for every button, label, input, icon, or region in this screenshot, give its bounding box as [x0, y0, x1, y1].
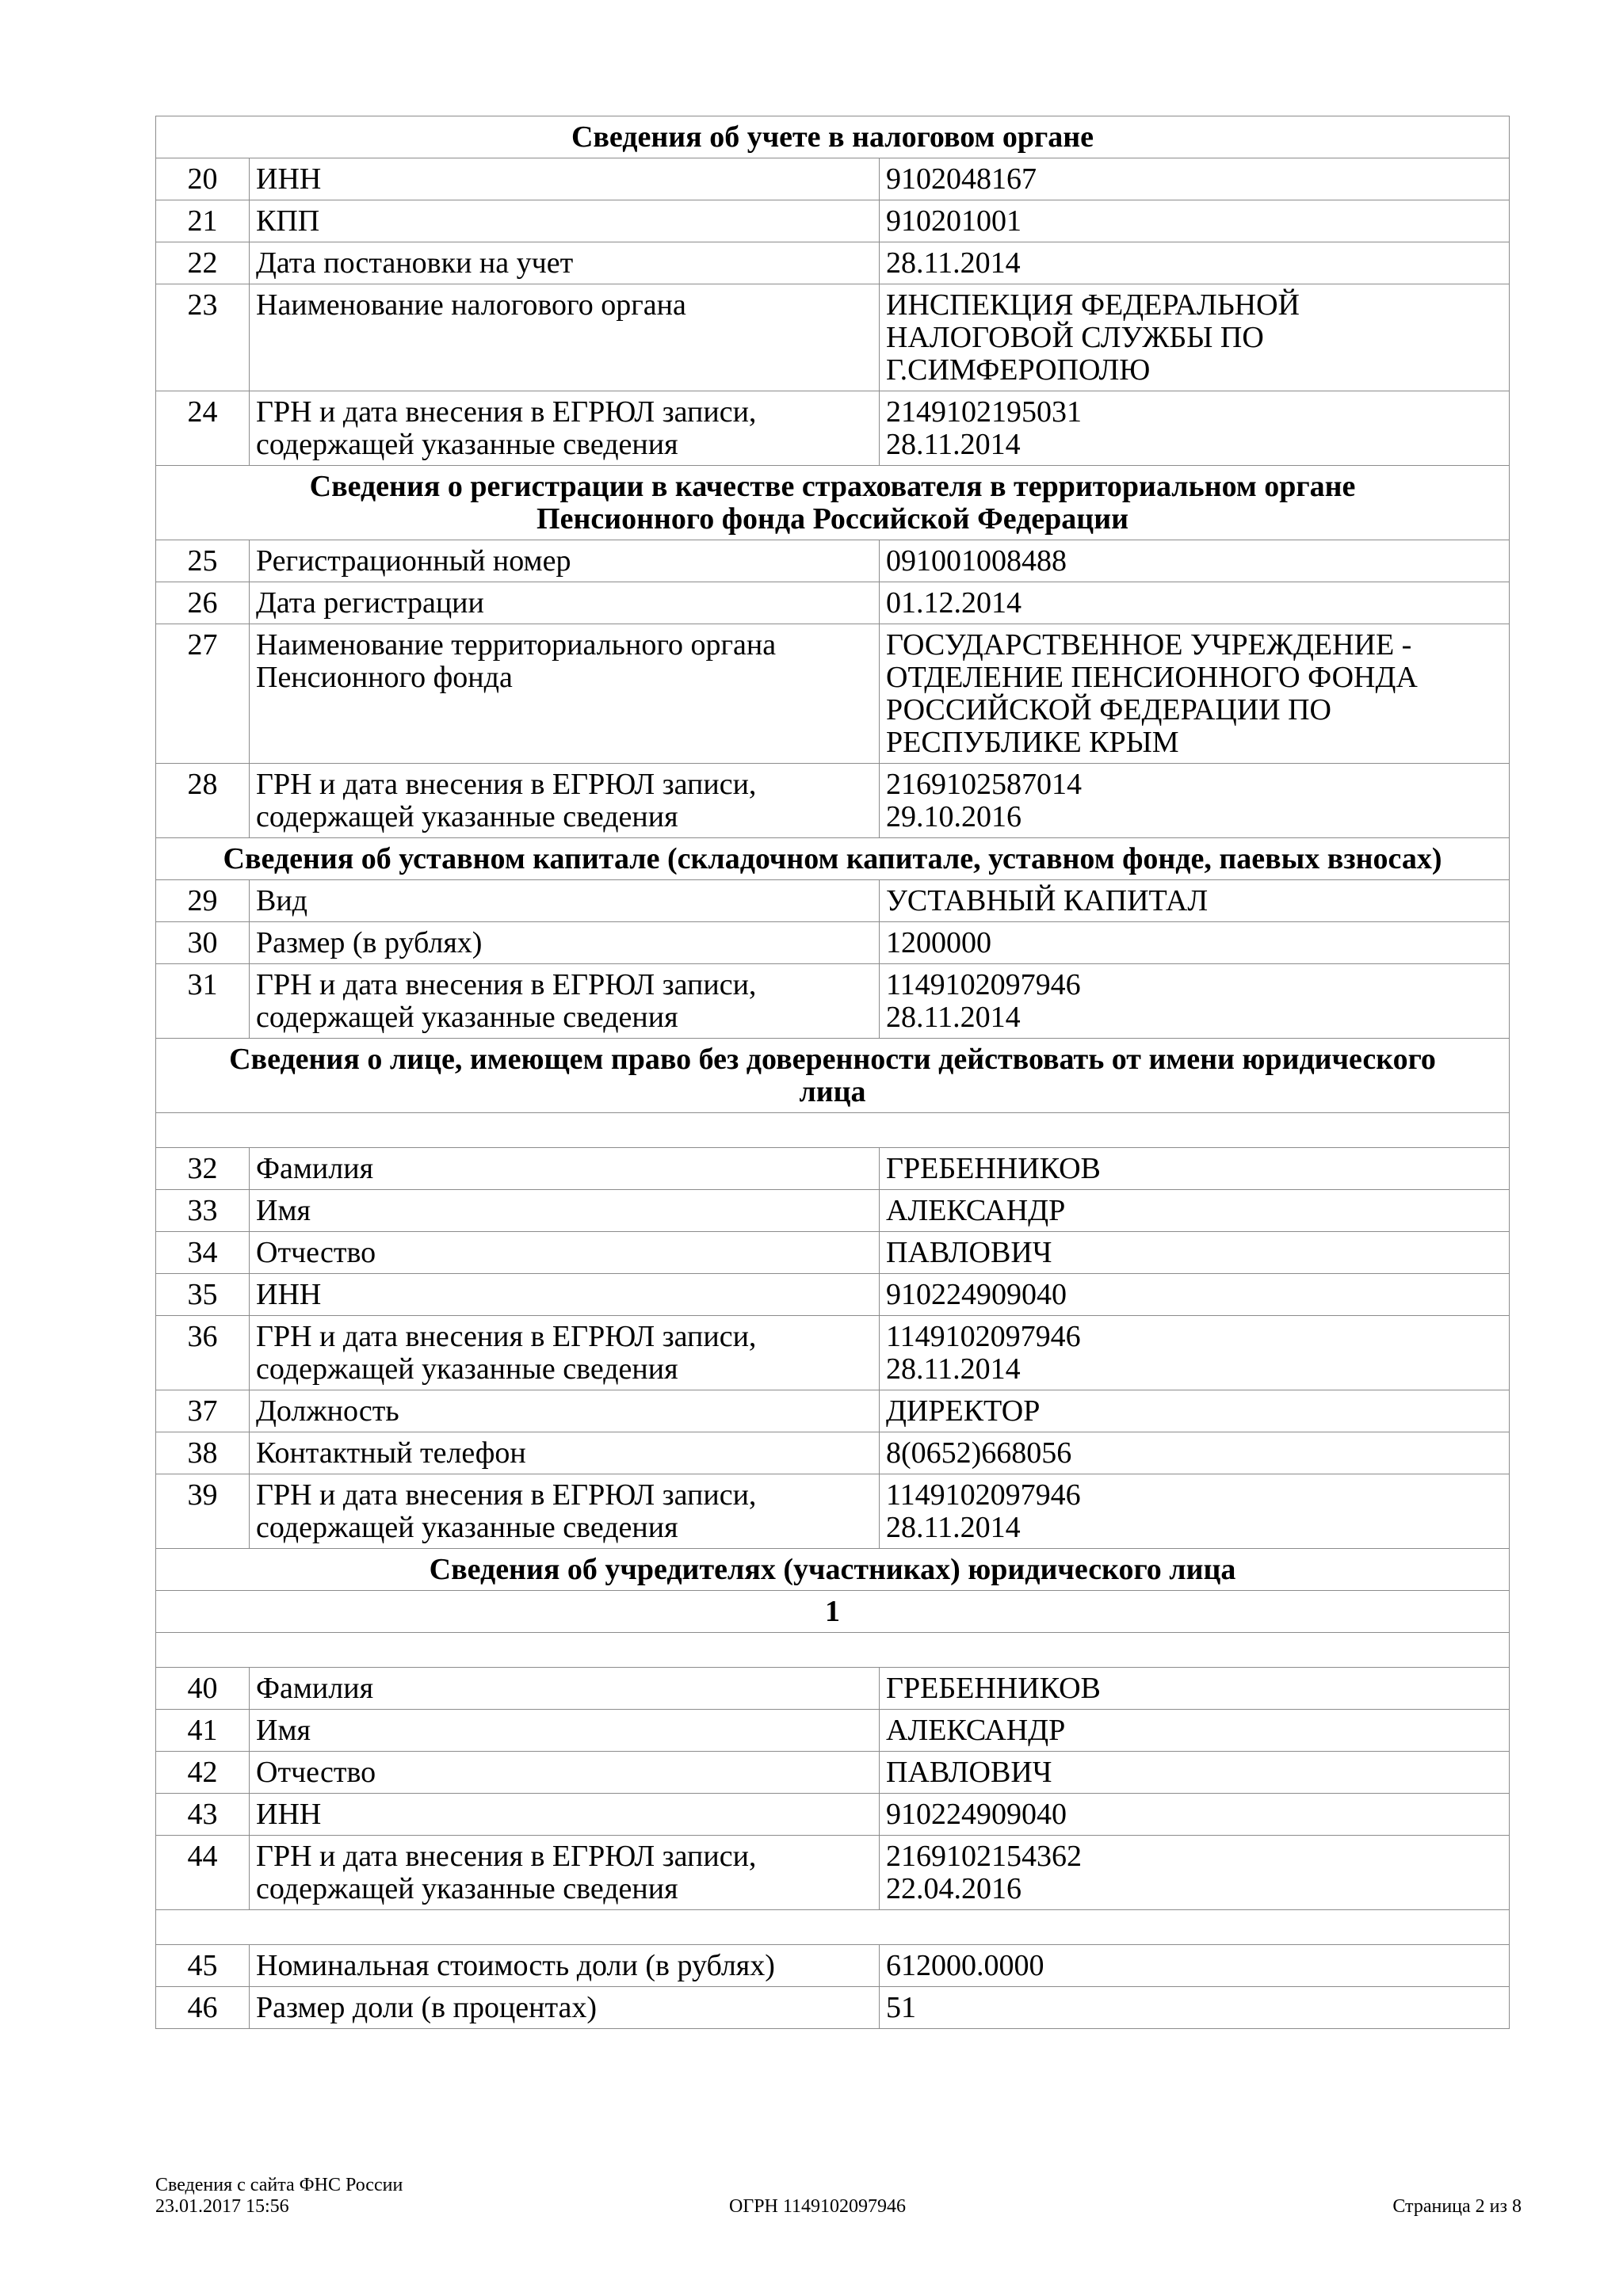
table-row	[156, 880, 1510, 922]
table-row	[156, 1432, 1510, 1474]
row-value: АЛЕКСАНДР	[880, 1710, 1510, 1752]
row-label: Отчество	[250, 1752, 880, 1794]
row-label: ГРН и дата внесения в ЕГРЮЛ записи, содержащей указанные сведения	[250, 764, 880, 838]
row-value: 28.11.2014	[880, 242, 1510, 284]
row-number: 34	[156, 1232, 250, 1274]
row-value: 091001008488	[880, 540, 1510, 582]
table-row	[156, 242, 1510, 284]
row-label: Имя	[250, 1190, 880, 1232]
row-number: 36	[156, 1316, 250, 1390]
row-label: ИНН	[250, 1274, 880, 1316]
table-row	[156, 1474, 1510, 1549]
row-number: 21	[156, 200, 250, 242]
row-value: 1149102097946 28.11.2014	[880, 964, 1510, 1039]
row-value: ПАВЛОВИЧ	[880, 1232, 1510, 1274]
empty-cell	[156, 1113, 1510, 1148]
empty-row	[156, 1910, 1510, 1945]
table-row	[156, 964, 1510, 1039]
empty-cell	[156, 1633, 1510, 1668]
row-value: ДИРЕКТОР	[880, 1390, 1510, 1432]
table-row	[156, 1752, 1510, 1794]
row-value: 51	[880, 1987, 1510, 2029]
row-value: 612000.0000	[880, 1945, 1510, 1987]
footer-source	[155, 2175, 403, 2218]
row-label: Отчество	[250, 1232, 880, 1274]
row-value: 8(0652)668056	[880, 1432, 1510, 1474]
egrul-table	[155, 116, 1510, 2029]
section-header: Сведения об учете в налоговом органе	[156, 116, 1510, 158]
row-value: 910224909040	[880, 1274, 1510, 1316]
row-label: ГРН и дата внесения в ЕГРЮЛ записи, содержащей указанные сведения	[250, 1316, 880, 1390]
row-number: 30	[156, 922, 250, 964]
row-number: 29	[156, 880, 250, 922]
row-value: 01.12.2014	[880, 582, 1510, 624]
section-header: Сведения о регистрации в качестве страхователя в территориальном органе Пенсионного фонда Российской Федерации	[156, 466, 1510, 540]
row-value: 910224909040	[880, 1794, 1510, 1836]
section-header-row	[156, 116, 1510, 158]
row-value: АЛЕКСАНДР	[880, 1190, 1510, 1232]
section-header: Сведения об учредителях (участниках) юридического лица	[156, 1549, 1510, 1591]
section-header: 1	[156, 1591, 1510, 1633]
table-row	[156, 1794, 1510, 1836]
footer-ogrn: ОГРН 1149102097946	[729, 2196, 906, 2217]
table-row	[156, 1148, 1510, 1190]
row-label: КПП	[250, 200, 880, 242]
table-row	[156, 922, 1510, 964]
row-value: 1149102097946 28.11.2014	[880, 1316, 1510, 1390]
row-number: 46	[156, 1987, 250, 2029]
row-number: 32	[156, 1148, 250, 1190]
row-number: 31	[156, 964, 250, 1039]
row-number: 42	[156, 1752, 250, 1794]
footer-source-text: Сведения с сайта ФНС России	[155, 2175, 403, 2195]
table-row	[156, 284, 1510, 391]
table-row	[156, 1987, 1510, 2029]
empty-row	[156, 1633, 1510, 1668]
row-number: 45	[156, 1945, 250, 1987]
table-row	[156, 1390, 1510, 1432]
table-row	[156, 1190, 1510, 1232]
row-number: 38	[156, 1432, 250, 1474]
row-number: 28	[156, 764, 250, 838]
section-header: Сведения о лице, имеющем право без доверенности действовать от имени юридического лица	[156, 1039, 1510, 1113]
row-label: Наименование территориального органа Пенсионного фонда	[250, 624, 880, 764]
row-label: ГРН и дата внесения в ЕГРЮЛ записи, содержащей указанные сведения	[250, 1836, 880, 1910]
row-number: 37	[156, 1390, 250, 1432]
row-value: 1200000	[880, 922, 1510, 964]
row-label: Должность	[250, 1390, 880, 1432]
table-row	[156, 391, 1510, 466]
section-header-row	[156, 1591, 1510, 1633]
row-label: Вид	[250, 880, 880, 922]
row-value: УСТАВНЫЙ КАПИТАЛ	[880, 880, 1510, 922]
row-value: ПАВЛОВИЧ	[880, 1752, 1510, 1794]
row-number: 24	[156, 391, 250, 466]
row-value: 2149102195031 28.11.2014	[880, 391, 1510, 466]
table-row	[156, 1668, 1510, 1710]
row-label: Фамилия	[250, 1148, 880, 1190]
section-header: Сведения об уставном капитале (складочном капитале, уставном фонде, паевых взносах)	[156, 838, 1510, 880]
row-number: 39	[156, 1474, 250, 1549]
row-value: 9102048167	[880, 158, 1510, 200]
row-label: Имя	[250, 1710, 880, 1752]
row-value: ГОСУДАРСТВЕННОЕ УЧРЕЖДЕНИЕ - ОТДЕЛЕНИЕ ПЕНСИОННОГО ФОНДА РОССИЙСКОЙ ФЕДЕРАЦИИ ПО РЕСПУБЛИКЕ КРЫМ	[880, 624, 1510, 764]
row-label: ГРН и дата внесения в ЕГРЮЛ записи, содержащей указанные сведения	[250, 964, 880, 1039]
row-label: Регистрационный номер	[250, 540, 880, 582]
row-number: 41	[156, 1710, 250, 1752]
row-label: ИНН	[250, 1794, 880, 1836]
row-label: Размер доли (в процентах)	[250, 1987, 880, 2029]
row-label: Фамилия	[250, 1668, 880, 1710]
row-number: 26	[156, 582, 250, 624]
row-value: ГРЕБЕННИКОВ	[880, 1668, 1510, 1710]
row-label: Номинальная стоимость доли (в рублях)	[250, 1945, 880, 1987]
footer-page-number: Страница 2 из 8	[1392, 2196, 1522, 2217]
row-number: 22	[156, 242, 250, 284]
section-header-row	[156, 1039, 1510, 1113]
row-number: 40	[156, 1668, 250, 1710]
row-number: 23	[156, 284, 250, 391]
row-value: 910201001	[880, 200, 1510, 242]
table-row	[156, 1710, 1510, 1752]
table-row	[156, 1316, 1510, 1390]
row-label: Дата регистрации	[250, 582, 880, 624]
table-row	[156, 540, 1510, 582]
empty-row	[156, 1113, 1510, 1148]
row-label: Дата постановки на учет	[250, 242, 880, 284]
row-label: Контактный телефон	[250, 1432, 880, 1474]
table-row	[156, 582, 1510, 624]
section-header-row	[156, 838, 1510, 880]
row-number: 35	[156, 1274, 250, 1316]
row-number: 44	[156, 1836, 250, 1910]
row-number: 25	[156, 540, 250, 582]
row-number: 20	[156, 158, 250, 200]
empty-cell	[156, 1910, 1510, 1945]
row-number: 43	[156, 1794, 250, 1836]
row-label: Размер (в рублях)	[250, 922, 880, 964]
table-row	[156, 1945, 1510, 1987]
footer-datetime: 23.01.2017 15:56	[155, 2196, 289, 2217]
row-value: 2169102154362 22.04.2016	[880, 1836, 1510, 1910]
row-label: ГРН и дата внесения в ЕГРЮЛ записи, содержащей указанные сведения	[250, 391, 880, 466]
section-header-row	[156, 466, 1510, 540]
table-row	[156, 1274, 1510, 1316]
row-number: 27	[156, 624, 250, 764]
table-row	[156, 158, 1510, 200]
row-label: ГРН и дата внесения в ЕГРЮЛ записи, содержащей указанные сведения	[250, 1474, 880, 1549]
row-label: Наименование налогового органа	[250, 284, 880, 391]
section-header-row	[156, 1549, 1510, 1591]
row-value: 1149102097946 28.11.2014	[880, 1474, 1510, 1549]
table-row	[156, 1836, 1510, 1910]
table-row	[156, 624, 1510, 764]
row-value: ИНСПЕКЦИЯ ФЕДЕРАЛЬНОЙ НАЛОГОВОЙ СЛУЖБЫ ПО Г.СИМФЕРОПОЛЮ	[880, 284, 1510, 391]
row-label: ИНН	[250, 158, 880, 200]
table-row	[156, 764, 1510, 838]
table-row	[156, 200, 1510, 242]
row-value: ГРЕБЕННИКОВ	[880, 1148, 1510, 1190]
row-number: 33	[156, 1190, 250, 1232]
table-row	[156, 1232, 1510, 1274]
row-value: 2169102587014 29.10.2016	[880, 764, 1510, 838]
